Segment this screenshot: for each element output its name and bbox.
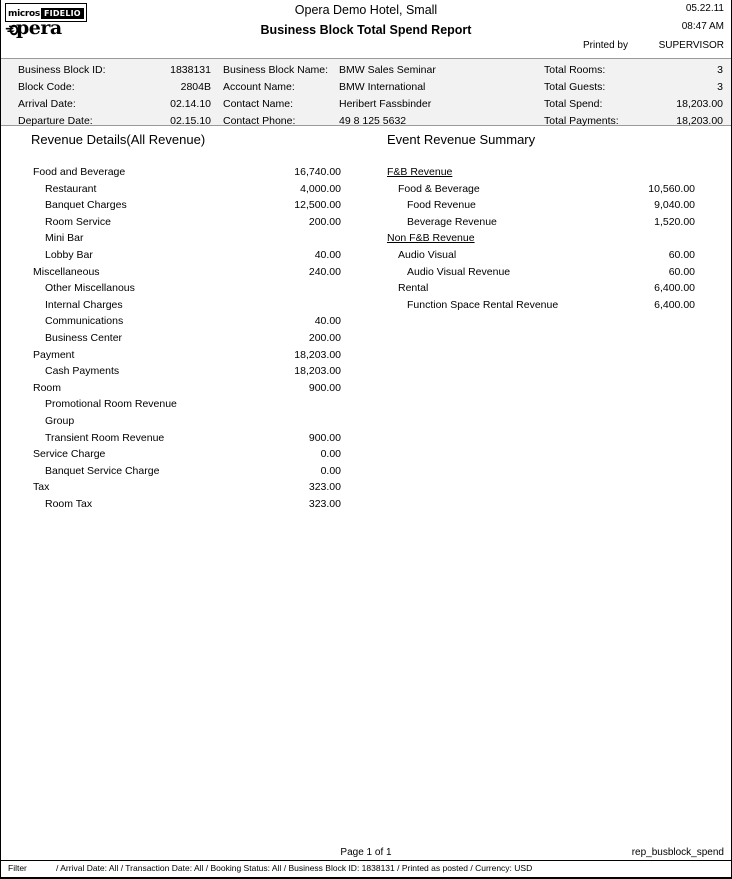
revenue-detail-label: Food and Beverage	[33, 166, 126, 178]
account-name-label: Account Name:	[223, 81, 295, 93]
event-revenue-row	[356, 280, 732, 297]
event-revenue-row	[356, 181, 732, 198]
revenue-detail-label: Communications	[45, 315, 124, 328]
revenue-detail-amount: 0.00	[320, 464, 341, 477]
revenue-detail-label: Mini Bar	[45, 232, 84, 245]
business-block-name-value: BMW Sales Seminar	[339, 64, 436, 76]
report-title: Business Block Total Spend Report	[260, 23, 472, 37]
revenue-details-heading: Revenue Details(All Revenue)	[31, 132, 206, 147]
revenue-detail-amount: 0.00	[320, 448, 341, 461]
departure-date-label: Departure Date:	[18, 115, 93, 127]
revenue-detail-amount: 18,203.00	[294, 348, 341, 361]
event-revenue-label: Audio Visual Revenue	[407, 265, 511, 278]
business-block-id-label: Business Block ID:	[18, 64, 106, 76]
event-revenue-amount: 6,400.00	[654, 282, 695, 295]
revenue-detail-amount: 240.00	[308, 265, 341, 278]
revenue-detail-amount: 323.00	[308, 481, 341, 494]
event-revenue-row	[356, 230, 732, 247]
total-payments-label: Total Payments:	[544, 115, 619, 127]
info-row	[1, 113, 731, 130]
event-revenue-label: Food Revenue	[407, 199, 476, 212]
event-revenue-label: Food & Beverage	[398, 182, 480, 195]
event-revenue-amount: 60.00	[668, 265, 695, 278]
event-revenue-row	[356, 297, 732, 314]
report-id: rep_busblock_spend	[631, 847, 724, 858]
report-time: 08:47 AM	[681, 21, 724, 32]
revenue-detail-label: Miscellaneous	[33, 265, 100, 278]
contact-name-label: Contact Name:	[223, 98, 294, 110]
printed-by-value: SUPERVISOR	[658, 40, 724, 51]
business-block-info-panel	[1, 58, 731, 126]
revenue-detail-amount: 40.00	[314, 315, 341, 328]
revenue-detail-amount: 16,740.00	[294, 166, 341, 178]
event-revenue-row	[356, 247, 732, 264]
revenue-detail-row	[0, 396, 366, 413]
total-guests-label: Total Guests:	[544, 81, 606, 93]
total-spend-value: 18,203.00	[676, 98, 723, 110]
event-revenue-label: Beverage Revenue	[407, 215, 497, 228]
info-row	[1, 96, 731, 113]
revenue-detail-row	[0, 363, 366, 380]
revenue-detail-row	[0, 164, 366, 181]
revenue-detail-row	[0, 430, 366, 447]
revenue-detail-row	[0, 313, 366, 330]
revenue-detail-amount: 4,000.00	[300, 182, 341, 195]
revenue-detail-label: Service Charge	[33, 448, 106, 461]
event-revenue-amount: 6,400.00	[654, 298, 695, 311]
revenue-detail-amount: 200.00	[308, 215, 341, 228]
business-block-id-value: 1838131	[170, 64, 211, 76]
block-code-value: 2804B	[180, 81, 211, 93]
event-revenue-label: Function Space Rental Revenue	[407, 298, 559, 311]
event-revenue-row	[356, 197, 732, 214]
event-revenue-row	[356, 164, 732, 181]
arrival-date-value: 02.14.10	[170, 98, 211, 110]
revenue-detail-label: Restaurant	[45, 182, 97, 195]
revenue-detail-row	[0, 297, 366, 314]
revenue-detail-row	[0, 479, 366, 496]
revenue-detail-amount: 18,203.00	[294, 365, 341, 378]
revenue-detail-label: Transient Room Revenue	[45, 431, 165, 444]
revenue-detail-row	[0, 247, 366, 264]
revenue-detail-label: Cash Payments	[45, 365, 120, 378]
revenue-details-list	[0, 164, 366, 512]
revenue-detail-amount: 900.00	[308, 431, 341, 444]
revenue-detail-label: Lobby Bar	[45, 248, 93, 261]
info-row	[1, 79, 731, 96]
contact-name-value: Heribert Fassbinder	[339, 98, 432, 110]
revenue-detail-row	[0, 380, 366, 397]
revenue-detail-row	[0, 230, 366, 247]
total-rooms-value: 3	[717, 64, 723, 76]
event-revenue-label: Non F&B Revenue	[387, 232, 475, 245]
arrival-date-label: Arrival Date:	[18, 98, 76, 110]
event-revenue-summary-heading: Event Revenue Summary	[387, 132, 536, 147]
contact-phone-value: 49 8 125 5632	[339, 115, 407, 127]
business-block-name-label: Business Block Name:	[223, 64, 329, 76]
event-revenue-row	[356, 264, 732, 281]
departure-date-value: 02.15.10	[170, 115, 211, 127]
revenue-detail-row	[0, 330, 366, 347]
revenue-detail-label: Promotional Room Revenue	[45, 398, 177, 411]
filter-criteria-text: / Arrival Date: All / Transaction Date: All / Booking Status: All / Business Block ID: 1838131 / Printed as posted / Currency: USD	[56, 863, 533, 873]
revenue-detail-amount: 12,500.00	[294, 199, 341, 212]
hotel-name: Opera Demo Hotel, Small	[294, 3, 438, 17]
revenue-detail-row	[0, 496, 366, 513]
revenue-detail-row	[0, 214, 366, 231]
event-revenue-label: F&B Revenue	[387, 166, 453, 178]
opera-wordmark: pera	[16, 17, 62, 39]
revenue-detail-amount: 200.00	[308, 331, 341, 344]
contact-phone-label: Contact Phone:	[223, 115, 296, 127]
event-revenue-label: Audio Visual	[398, 248, 457, 261]
total-payments-value: 18,203.00	[676, 115, 723, 127]
revenue-detail-label: Banquet Service Charge	[45, 464, 160, 477]
event-revenue-amount: 10,560.00	[648, 182, 695, 195]
revenue-detail-label: Room Tax	[45, 497, 93, 510]
event-revenue-amount: 60.00	[668, 248, 695, 261]
filter-label: Filter	[8, 863, 27, 873]
report-date: 05.22.11	[685, 3, 724, 14]
revenue-detail-label: Payment	[33, 348, 75, 361]
page-number: Page 1 of 1	[340, 847, 392, 858]
total-spend-label: Total Spend:	[544, 98, 603, 110]
revenue-detail-row	[0, 280, 366, 297]
info-row	[1, 62, 731, 79]
revenue-detail-label: Business Center	[45, 331, 123, 344]
revenue-detail-row	[0, 446, 366, 463]
revenue-detail-row	[0, 181, 366, 198]
revenue-detail-row	[0, 413, 366, 430]
fidelio-wordmark: FIDELIO	[41, 8, 84, 19]
total-guests-value: 3	[717, 81, 723, 93]
micros-wordmark: micros	[8, 9, 40, 19]
event-revenue-row	[356, 214, 732, 231]
block-code-label: Block Code:	[18, 81, 75, 93]
event-revenue-amount: 9,040.00	[654, 199, 695, 212]
revenue-detail-row	[0, 347, 366, 364]
event-revenue-summary-list	[356, 164, 732, 313]
account-name-value: BMW International	[339, 81, 426, 93]
revenue-detail-label: Group	[45, 414, 75, 427]
revenue-detail-row	[0, 264, 366, 281]
revenue-detail-label: Room Service	[45, 215, 111, 228]
total-rooms-label: Total Rooms:	[544, 64, 606, 76]
revenue-detail-row	[0, 197, 366, 214]
revenue-detail-label: Banquet Charges	[45, 199, 127, 212]
revenue-detail-label: Other Miscellanous	[45, 282, 135, 295]
revenue-detail-label: Internal Charges	[45, 298, 123, 311]
printed-by-label: Printed by	[582, 40, 628, 51]
event-revenue-amount: 1,520.00	[654, 215, 695, 228]
revenue-detail-label: Room	[33, 381, 62, 394]
revenue-detail-amount: 323.00	[308, 497, 341, 510]
revenue-detail-label: Tax	[33, 481, 50, 494]
revenue-detail-amount: 900.00	[308, 381, 341, 394]
event-revenue-label: Rental	[398, 282, 429, 295]
revenue-detail-amount: 40.00	[314, 248, 341, 261]
revenue-detail-row	[0, 463, 366, 480]
footer-divider	[1, 860, 731, 861]
